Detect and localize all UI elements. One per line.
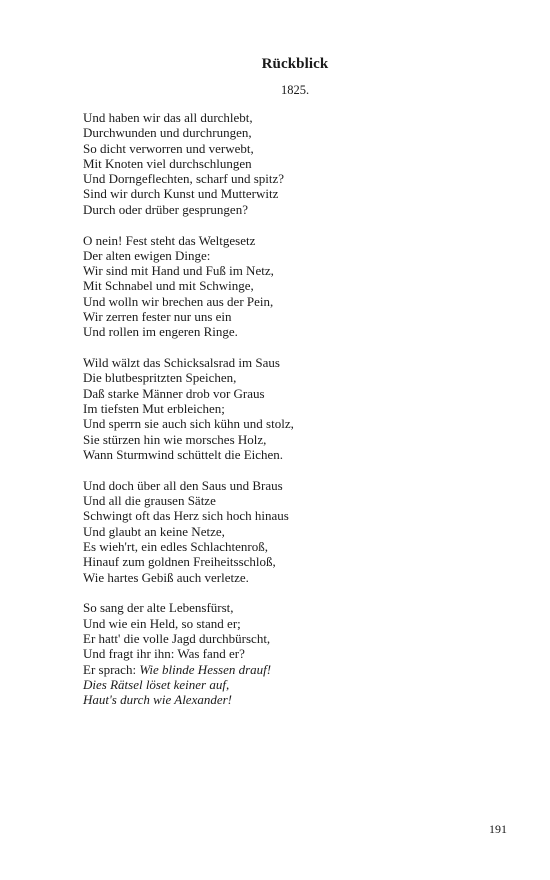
poem-line: Und rollen im engeren Ringe. xyxy=(83,324,238,340)
poem-line: Und haben wir das all durchlebt, xyxy=(83,110,253,125)
poem-line: Und wolln wir brechen aus der Pein, xyxy=(83,293,274,309)
poem-year: 1825. xyxy=(280,83,310,97)
poem-line: Und glaubt an keine Netze, xyxy=(83,523,225,539)
poem-line-italic-part: Wie blinde Hessen drauf! xyxy=(139,661,272,677)
poem-line: Hinauf zum goldnen Freiheitsschloß, xyxy=(83,554,276,570)
poem-line: Wann Sturmwind schüttelt die Eichen. xyxy=(83,446,284,462)
poem-line: Sind wir durch Kunst und Mutterwitz xyxy=(83,186,279,202)
poem-line: Mit Schnabel und mit Schwinge, xyxy=(83,278,254,294)
poem-line: Durchwunden und durchrungen, xyxy=(83,125,252,141)
poem-line: Und doch über all den Saus und Braus xyxy=(83,477,283,493)
poem-line: Der alten ewigen Dinge: xyxy=(83,247,211,263)
stanza-3 xyxy=(83,355,523,462)
poem-line: So dicht verworren und verwebt, xyxy=(83,140,254,156)
stanza-4 xyxy=(83,478,523,585)
stanza-2 xyxy=(83,233,523,340)
poem-line: Die blutbespritzten Speichen, xyxy=(83,370,237,386)
poem-line: Wir zerren fester nur uns ein xyxy=(83,309,232,325)
poem-line: Im tiefsten Mut erbleichen; xyxy=(83,401,225,417)
poem-line: Durch oder drüber gesprungen? xyxy=(83,201,248,217)
poem-line: Und fragt ihr ihn: Was fand er? xyxy=(83,646,245,662)
poem-line: Er hatt' die volle Jagd durchbürscht, xyxy=(83,630,271,646)
poem-line-mixed xyxy=(83,662,523,677)
page-number: 191 xyxy=(489,822,507,836)
poem-line: Wir sind mit Hand und Fuß im Netz, xyxy=(83,263,274,279)
stanza-5 xyxy=(83,600,523,707)
poem-line: Und all die grausen Sätze xyxy=(83,493,216,509)
poem-line: Wild wälzt das Schicksalsrad im Saus xyxy=(83,355,280,371)
poem-line: Daß starke Männer drob vor Graus xyxy=(83,385,265,401)
poem-line-italic: Dies Rätsel löset keiner auf, xyxy=(83,676,230,692)
poem-line: Und Dorngeflechten, scharf und spitz? xyxy=(83,171,285,187)
poem-line: Sie stürzen hin wie morsches Holz, xyxy=(83,431,267,447)
poem-body xyxy=(83,110,523,723)
poem-line: Mit Knoten viel durchschlungen xyxy=(83,155,252,171)
poem-line: Schwingt oft das Herz sich hoch hinaus xyxy=(83,508,289,524)
poem-line: Und sperrn sie auch sich kühn und stolz, xyxy=(83,416,294,432)
poem-line: Und wie ein Held, so stand er; xyxy=(83,615,241,631)
poem-line: Wie hartes Gebiß auch verletze. xyxy=(83,569,249,585)
poem-line: O nein! Fest steht das Weltgesetz xyxy=(83,232,256,248)
poem-title: Rückblick xyxy=(261,56,329,72)
poem-line: Es wieh'rt, ein edles Schlachtenroß, xyxy=(83,538,269,554)
poem-line: So sang der alte Lebensfürst, xyxy=(83,600,234,616)
poem-line-italic: Haut's durch wie Alexander! xyxy=(83,692,233,708)
stanza-1 xyxy=(83,110,523,217)
poem-line-normal-part: Er sprach: xyxy=(83,661,140,677)
